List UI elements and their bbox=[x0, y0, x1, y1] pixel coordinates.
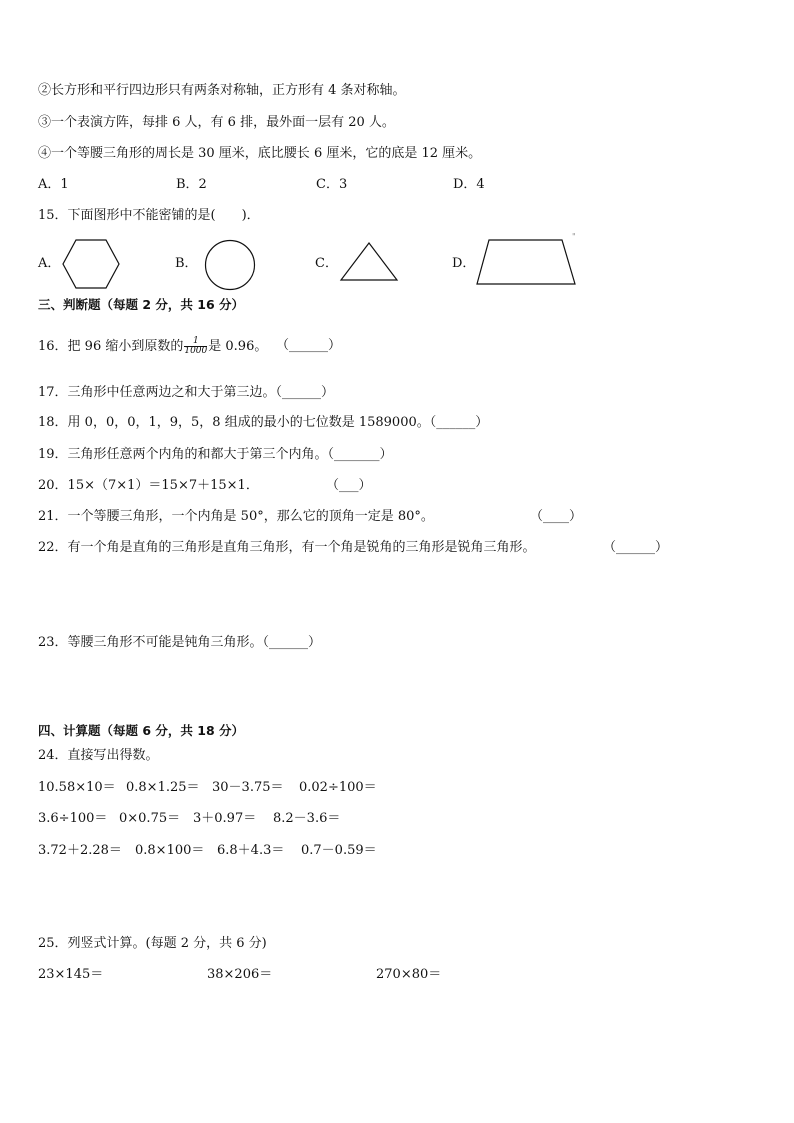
q25-calc: 38×206＝ bbox=[207, 967, 273, 982]
q24-calc: 0.02÷100＝ bbox=[299, 780, 377, 795]
triangle-shape bbox=[340, 242, 398, 282]
q15-label-d: D． bbox=[452, 256, 476, 271]
q23: 23．等腰三角形不可能是钝角三角形。（______） bbox=[38, 635, 322, 650]
q17: 17．三角形中任意两边之和大于第三边。（______） bbox=[38, 385, 335, 400]
q16-text-after: 是 0.96。 bbox=[208, 339, 268, 354]
q22-answer-blank[interactable]: （______） bbox=[603, 540, 669, 555]
q24-calc: 3.6÷100＝ bbox=[38, 811, 108, 826]
q24-calc: 30－3.75＝ bbox=[212, 780, 284, 795]
q22: 22．有一个角是直角的三角形是直角三角形，有一个角是锐角的三角形是锐角三角形。 bbox=[38, 540, 536, 555]
q20: 20．15×（7×1）＝15×7＋15×1． bbox=[38, 478, 259, 493]
q24-calc: 0.8×100＝ bbox=[135, 843, 205, 858]
q24-calc: 10.58×10＝ bbox=[38, 780, 116, 795]
trapezoid-shape bbox=[476, 239, 576, 285]
hexagon-shape bbox=[62, 239, 120, 289]
q24-calc: 0.8×1.25＝ bbox=[126, 780, 200, 795]
q15-stem: 15．下面图形中不能密铺的是( )． bbox=[38, 208, 260, 223]
q15-label-b: B． bbox=[175, 256, 198, 271]
circle-shape bbox=[204, 239, 256, 291]
statement-3: ③一个表演方阵，每排 6 人，有 6 排，最外面一层有 20 人。 bbox=[38, 115, 395, 130]
q14-option-d: D．4 bbox=[453, 177, 485, 192]
q24-calc: 0×0.75＝ bbox=[119, 811, 181, 826]
q16 bbox=[38, 337, 267, 356]
q14-option-b: B．2 bbox=[176, 177, 207, 192]
fraction bbox=[184, 337, 207, 356]
corner-mark: " bbox=[572, 232, 576, 241]
statement-4: ④一个等腰三角形的周长是 30 厘米，底比腰长 6 厘米，它的底是 12 厘米。 bbox=[38, 146, 482, 161]
q24-calc: 3＋0.97＝ bbox=[193, 811, 257, 826]
q24-calc: 3.72＋2.28＝ bbox=[38, 843, 122, 858]
q24-calc: 0.7－0.59＝ bbox=[301, 843, 377, 858]
q14-option-c: C．3 bbox=[316, 177, 348, 192]
q21-answer-blank[interactable]: （____） bbox=[530, 509, 583, 524]
q15-label-a: A． bbox=[38, 256, 61, 271]
q16-answer-blank[interactable]: （______） bbox=[276, 338, 342, 353]
q16-text-before: 16．把 96 缩小到原数的 bbox=[38, 339, 184, 354]
q25-calc: 23×145＝ bbox=[38, 967, 104, 982]
section-4-title: 四、计算题（每题 6 分，共 18 分） bbox=[38, 723, 245, 738]
q25-stem: 25．列竖式计算。(每题 2 分，共 6 分) bbox=[38, 936, 267, 951]
fraction-denominator: 1000 bbox=[184, 346, 208, 356]
q24-stem: 24．直接写出得数。 bbox=[38, 748, 159, 763]
q21: 21．一个等腰三角形，一个内角是 50°，那么它的顶角一定是 80°。 bbox=[38, 509, 434, 524]
q24-calc: 6.8＋4.3＝ bbox=[217, 843, 285, 858]
statement-2: ②长方形和平行四边形只有两条对称轴，正方形有 4 条对称轴。 bbox=[38, 83, 406, 98]
fraction-numerator: 1 bbox=[184, 337, 207, 347]
q24-calc: 8.2－3.6＝ bbox=[273, 811, 341, 826]
q15-label-c: C． bbox=[315, 256, 338, 271]
q14-option-a: A．1 bbox=[38, 177, 69, 192]
q19: 19．三角形任意两个内角的和都大于第三个内角。（_______） bbox=[38, 447, 393, 462]
q20-answer-blank[interactable]: （___） bbox=[326, 478, 372, 493]
q25-calc: 270×80＝ bbox=[376, 967, 442, 982]
section-3-title: 三、判断题（每题 2 分，共 16 分） bbox=[38, 297, 245, 312]
q18: 18．用 0，0，0，1，9，5，8 组成的最小的七位数是 1589000。（______） bbox=[38, 415, 489, 430]
